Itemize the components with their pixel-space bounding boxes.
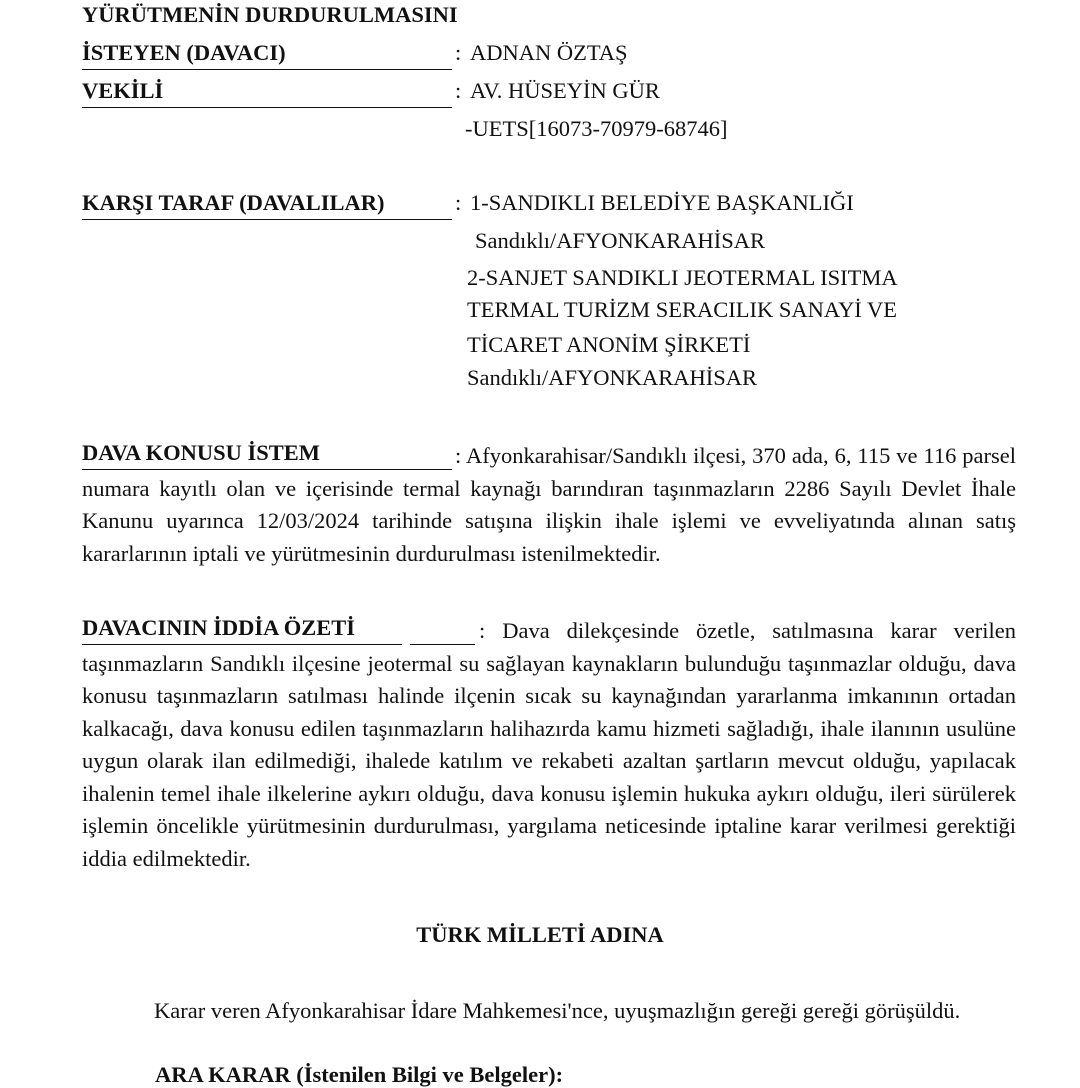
subject-text: Afyonkarahisar/Sandıklı ilçesi, 370 ada, 6, 115 ve 116 parsel numara kayıtlı olan ve içerisinde termal kaynağı barındıran taşınmazların 2286 Sayılı Devlet İhale Kanunu uyarınca 12/03/2024 tarihinde satışına ilişkin ihale işlemi ve evveliyatında alınan satış kararlarının iptali ve yürütmesinin durdurulması istenilmektedir.: [82, 443, 1016, 566]
subject-label: DAVA KONUSU İSTEM: [82, 440, 320, 465]
decision-text: Karar veren Afyonkarahisar İdare Mahkemesi'nce, uyuşmazlığın gereği gereği görüşüldü.: [154, 998, 961, 1023]
plaintiff-name: ADNAN ÖZTAŞ: [470, 40, 628, 65]
judgment-heading: TÜRK MİLLETİ ADINA: [416, 922, 664, 947]
attorney-separator: :: [455, 78, 462, 103]
claim-summary-separator: :: [479, 618, 486, 643]
claim-summary-label: DAVACININ İDDİA ÖZETİ: [82, 615, 355, 640]
defendants-separator: :: [455, 190, 462, 215]
defendant-1-address: Sandıklı/AFYONKARAHİSAR: [475, 228, 766, 253]
plaintiff-label: İSTEYEN (DAVACI): [82, 40, 286, 65]
interim-decision-heading: ARA KARAR (İstenilen Bilgi ve Belgeler):: [155, 1062, 564, 1087]
claim-summary-text: Dava dilekçesinde özetle, satılmasına karar verilen taşınmazların Sandıklı ilçesine jeotermal su sağlayan kaynakların bulunduğu taşınmazlar olduğu, dava konusu taşınmazların satılması halinde ilçenin sıcak su kaynağından yararlanma imkanının ortadan kalkacağı, dava konusu edilen taşınmazların halihazırda kamu hizmeti sağladığı, ihale ilanının usulüne uygun olarak ilan edilmediği, ihalede katılım ve rekabeti azaltan şartların mevcut olduğu, yapılacak ihalenin temel ihale ilkelerine aykırı olduğu, dava konusu işlemin hukuka aykırı olduğu, ileri sürülerek işlemin öncelikle yürütmesinin durdurulması, yargılama neticesinde iptaline karar verilmesi gerektiği iddia edilmektedir.: [82, 618, 1017, 871]
defendants-label: KARŞI TARAF (DAVALILAR): [82, 190, 385, 215]
defendant-2-address: Sandıklı/AFYONKARAHİSAR: [467, 365, 758, 390]
attorney-name: AV. HÜSEYİN GÜR: [470, 78, 660, 103]
defendant-2-name-line-3: TİCARET ANONİM ŞİRKETİ: [467, 332, 751, 357]
claim-summary-paragraph: [82, 615, 1016, 875]
defendant-1-name: 1-SANDIKLI BELEDİYE BAŞKANLIĞI: [470, 190, 854, 215]
defendants-label-underline: [82, 219, 452, 220]
plaintiff-separator: :: [455, 40, 462, 65]
document-title: YÜRÜTMENİN DURDURULMASINI: [82, 2, 458, 27]
defendant-2-name-line-2: TERMAL TURİZM SERACILIK SANAYİ VE: [467, 297, 898, 322]
subject-paragraph: [82, 440, 1016, 570]
attorney-label: VEKİLİ: [82, 78, 164, 103]
subject-separator: :: [455, 443, 462, 468]
plaintiff-label-underline: [82, 69, 452, 70]
attorney-label-underline: [82, 107, 452, 108]
defendant-2-name-line-1: 2-SANJET SANDIKLI JEOTERMAL ISITMA: [467, 265, 898, 290]
attorney-uets: -UETS[16073-70979-68746]: [465, 116, 728, 141]
